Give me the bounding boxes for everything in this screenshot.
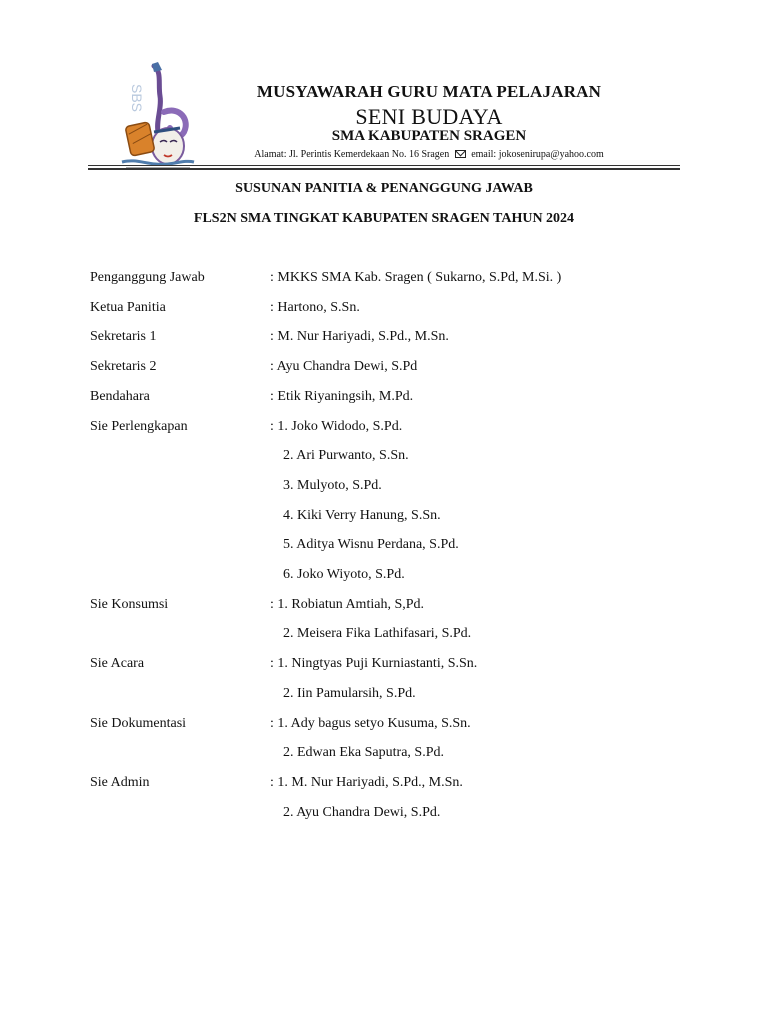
committee-role: Ketua Panitia bbox=[90, 299, 166, 315]
email-text: email: jokosenirupa@yahoo.com bbox=[471, 149, 604, 160]
committee-role: Sekretaris 1 bbox=[90, 329, 157, 345]
committee-row bbox=[90, 478, 708, 496]
committee-member: 4. Kiki Verry Hanung, S.Sn. bbox=[283, 507, 441, 523]
committee-role: Sie Konsumsi bbox=[90, 596, 169, 612]
committee-member: : 1. Robiatun Amtiah, S,Pd. bbox=[270, 596, 425, 612]
committee-member: : 1. Ady bagus setyo Kusuma, S.Sn. bbox=[270, 715, 471, 731]
committee-member: 5. Aditya Wisnu Perdana, S.Pd. bbox=[283, 537, 459, 553]
committee-role: Sie Dokumentasi bbox=[90, 715, 187, 731]
committee-row bbox=[90, 805, 708, 823]
committee-member: 2. Meisera Fika Lathifasari, S.Pd. bbox=[283, 626, 472, 642]
committee-member: : MKKS SMA Kab. Sragen ( Sukarno, S.Pd, M.Si. ) bbox=[270, 270, 562, 285]
logo-letters-icon bbox=[129, 84, 145, 112]
committee-row bbox=[90, 389, 708, 407]
drum-icon bbox=[125, 122, 155, 156]
committee-row bbox=[90, 300, 708, 318]
committee-row bbox=[90, 626, 708, 644]
committee-row bbox=[90, 270, 708, 288]
header-rule-thin bbox=[88, 165, 680, 166]
committee-role: Sie Perlengkapan bbox=[90, 418, 188, 434]
paint-brush-icon bbox=[154, 66, 160, 132]
committee-row bbox=[90, 508, 708, 526]
committee-member: 6. Joko Wiyoto, S.Pd. bbox=[283, 567, 405, 582]
committee-role: Sie Admin bbox=[90, 774, 150, 790]
committee-member: : M. Nur Hariyadi, S.Pd., M.Sn. bbox=[270, 329, 449, 345]
committee-role: Bendahara bbox=[90, 388, 150, 404]
committee-role: Sie Acara bbox=[90, 656, 145, 672]
committee-row bbox=[90, 359, 708, 377]
region-heading: SMA KABUPATEN SRAGEN bbox=[331, 128, 527, 144]
committee-row bbox=[90, 567, 708, 585]
committee-row bbox=[90, 329, 708, 347]
document-subtitle: FLS2N SMA TINGKAT KABUPATEN SRAGEN TAHUN 2024 bbox=[193, 211, 575, 226]
committee-row bbox=[90, 745, 708, 763]
seni-budaya-logo bbox=[118, 62, 198, 172]
committee-member: : Ayu Chandra Dewi, S.Pd bbox=[270, 359, 418, 375]
committee-row bbox=[90, 597, 708, 615]
committee-member: 2. Ayu Chandra Dewi, S.Pd. bbox=[283, 804, 441, 820]
committee-member: 2. Iin Pamularsih, S.Pd. bbox=[283, 685, 416, 701]
committee-member: : Etik Riyaningsih, M.Pd. bbox=[270, 388, 414, 404]
address-text: Alamat: Jl. Perintis Kemerdekaan No. 16 Sragen bbox=[254, 149, 450, 160]
committee-role: Penganggung Jawab bbox=[90, 270, 205, 285]
committee-row bbox=[90, 656, 708, 674]
committee-row bbox=[90, 686, 708, 704]
committee-member: 2. Edwan Eka Saputra, S.Pd. bbox=[283, 745, 444, 761]
committee-row bbox=[90, 419, 708, 437]
header-rule-thick bbox=[88, 168, 680, 170]
mask-icon bbox=[152, 128, 184, 164]
committee-member: : 1. Joko Widodo, S.Pd. bbox=[270, 418, 403, 434]
subject-heading: SENI BUDAYA bbox=[355, 104, 503, 129]
committee-row bbox=[90, 448, 708, 466]
committee-member: 2. Ari Purwanto, S.Sn. bbox=[283, 448, 409, 464]
envelope-icon bbox=[455, 150, 466, 158]
committee-member: : 1. M. Nur Hariyadi, S.Pd., M.Sn. bbox=[270, 774, 463, 790]
committee-member: : 1. Ningtyas Puji Kurniastanti, S.Sn. bbox=[270, 656, 478, 672]
address-line bbox=[200, 149, 658, 160]
mgmp-heading: MUSYAWARAH GURU MATA PELAJARAN bbox=[256, 82, 602, 101]
document-title: SUSUNAN PANITIA & PENANGGUNG JAWAB bbox=[235, 181, 533, 196]
committee-row bbox=[90, 775, 708, 793]
committee-row bbox=[90, 716, 708, 734]
committee-member: : Hartono, S.Sn. bbox=[270, 299, 360, 315]
committee-role: Sekretaris 2 bbox=[90, 359, 157, 375]
svg-text:SBS: SBS bbox=[129, 84, 145, 113]
committee-row bbox=[90, 537, 708, 555]
committee-member: 3. Mulyoto, S.Pd. bbox=[283, 477, 382, 493]
